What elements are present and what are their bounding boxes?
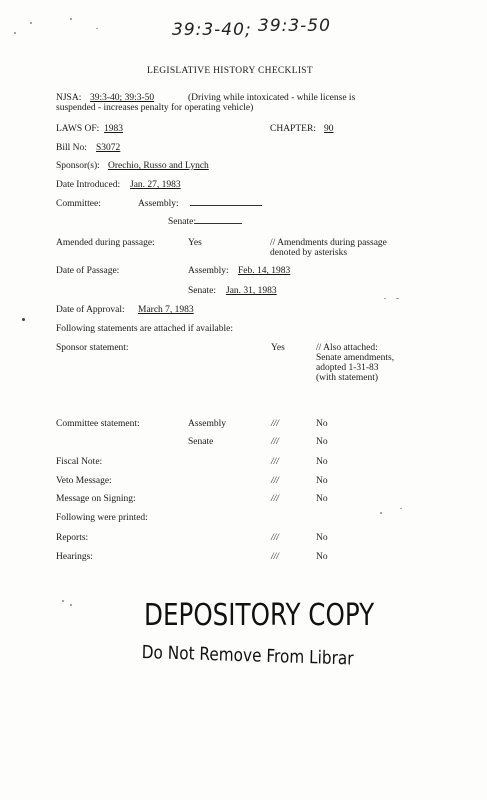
laws-of-value: 1983 xyxy=(104,124,123,134)
amended-note-2: denoted by asterisks xyxy=(270,248,348,258)
reports-label: Reports: xyxy=(56,533,89,543)
njsa-value: 39:3-40; 39:3-50 xyxy=(90,93,155,103)
njsa-label: NJSA: xyxy=(56,93,82,103)
amended-label: Amended during passage: xyxy=(56,238,155,248)
sponsors-value: Orechio, Russo and Lynch xyxy=(108,161,209,171)
scan-speck xyxy=(70,18,72,20)
sponsor-statement-note-2: Senate amendments, xyxy=(316,353,395,363)
committee-senate-label: Senate: xyxy=(168,217,196,227)
scan-speck xyxy=(400,508,402,509)
scan-speck xyxy=(396,298,399,299)
committee-assembly-blank xyxy=(190,200,262,206)
committee-senate-blank xyxy=(194,218,242,224)
committee-assembly-label: Assembly: xyxy=(138,199,179,209)
veto-message-value: No xyxy=(316,476,328,486)
fiscal-note-value: No xyxy=(316,457,328,467)
bill-no-value: S3072 xyxy=(96,143,121,153)
passage-senate-value: Jan. 31, 1983 xyxy=(226,286,277,296)
passage-assembly-value: Feb. 14, 1983 xyxy=(238,266,291,276)
committee-statement-senate-mark: /// xyxy=(271,437,279,447)
veto-message-label: Veto Message: xyxy=(56,476,112,486)
date-of-approval-value: March 7, 1983 xyxy=(138,305,194,315)
scan-speck xyxy=(14,32,16,34)
njsa-description-2: suspended - increases penalty for operating vehicle) xyxy=(56,103,254,113)
message-on-signing-mark: /// xyxy=(271,494,279,504)
sponsor-statement-note-4: (with statement) xyxy=(316,373,378,383)
passage-senate-label: Senate: xyxy=(188,286,216,296)
njsa-description-1: (Driving while intoxicated - while license is xyxy=(188,93,356,103)
page-title: LEGISLATIVE HISTORY CHECKLIST xyxy=(147,66,313,76)
scan-speck xyxy=(22,318,25,321)
chapter-label: CHAPTER: xyxy=(270,124,316,134)
reports-mark: /// xyxy=(271,533,279,543)
veto-message-mark: /// xyxy=(271,476,279,486)
amended-value: Yes xyxy=(188,238,202,248)
scan-speck xyxy=(380,512,382,514)
message-on-signing-value: No xyxy=(316,494,328,504)
hearings-label: Hearings: xyxy=(56,552,93,562)
committee-statement-senate-label: Senate xyxy=(188,437,214,447)
following-attached-heading: Following statements are attached if available: xyxy=(56,324,234,334)
committee-statement-assembly-mark: /// xyxy=(271,419,279,429)
depository-stamp-line-1: DEPOSITORY COPY xyxy=(144,598,375,633)
bill-no-label: Bill No: xyxy=(56,143,87,153)
sponsor-statement-value: Yes xyxy=(271,343,285,353)
date-introduced-label: Date Introduced: xyxy=(56,180,121,190)
depository-stamp-line-2: Do Not Remove From Librar xyxy=(141,642,354,670)
laws-of-label: LAWS OF: xyxy=(56,124,100,134)
sponsors-label: Sponsor(s): xyxy=(56,161,100,171)
date-introduced-value: Jan. 27, 1983 xyxy=(130,180,181,190)
fiscal-note-label: Fiscal Note: xyxy=(56,457,103,467)
message-on-signing-label: Message on Signing: xyxy=(56,494,136,504)
scan-speck xyxy=(30,22,32,24)
handwritten-ref-1: 39:3-40; xyxy=(172,20,252,40)
hearings-mark: /// xyxy=(271,552,279,562)
committee-statement-assembly-label: Assembly xyxy=(188,419,226,429)
hearings-value: No xyxy=(316,552,328,562)
sponsor-statement-note-1: // Also attached: xyxy=(316,343,378,353)
date-of-passage-label: Date of Passage: xyxy=(56,266,120,276)
committee-statement-label: Committee statement: xyxy=(56,419,140,429)
committee-statement-senate-value: No xyxy=(316,437,328,447)
scan-speck xyxy=(384,298,386,299)
sponsor-statement-note-3: adopted 1-31-83 xyxy=(316,363,379,373)
handwritten-ref-2: 39:3-50 xyxy=(258,16,331,36)
sponsor-statement-label: Sponsor statement: xyxy=(56,343,129,353)
date-of-approval-label: Date of Approval: xyxy=(56,305,125,315)
following-printed-heading: Following were printed: xyxy=(56,513,148,523)
amended-note-1: // Amendments during passage xyxy=(270,238,387,248)
reports-value: No xyxy=(316,533,328,543)
passage-assembly-label: Assembly: xyxy=(188,266,229,276)
committee-label: Committee: xyxy=(56,199,101,209)
scan-speck xyxy=(62,600,64,602)
fiscal-note-mark: /// xyxy=(271,457,279,467)
chapter-value: 90 xyxy=(324,124,334,134)
committee-statement-assembly-value: No xyxy=(316,419,328,429)
scan-speck xyxy=(96,28,98,29)
scan-speck xyxy=(70,604,72,606)
